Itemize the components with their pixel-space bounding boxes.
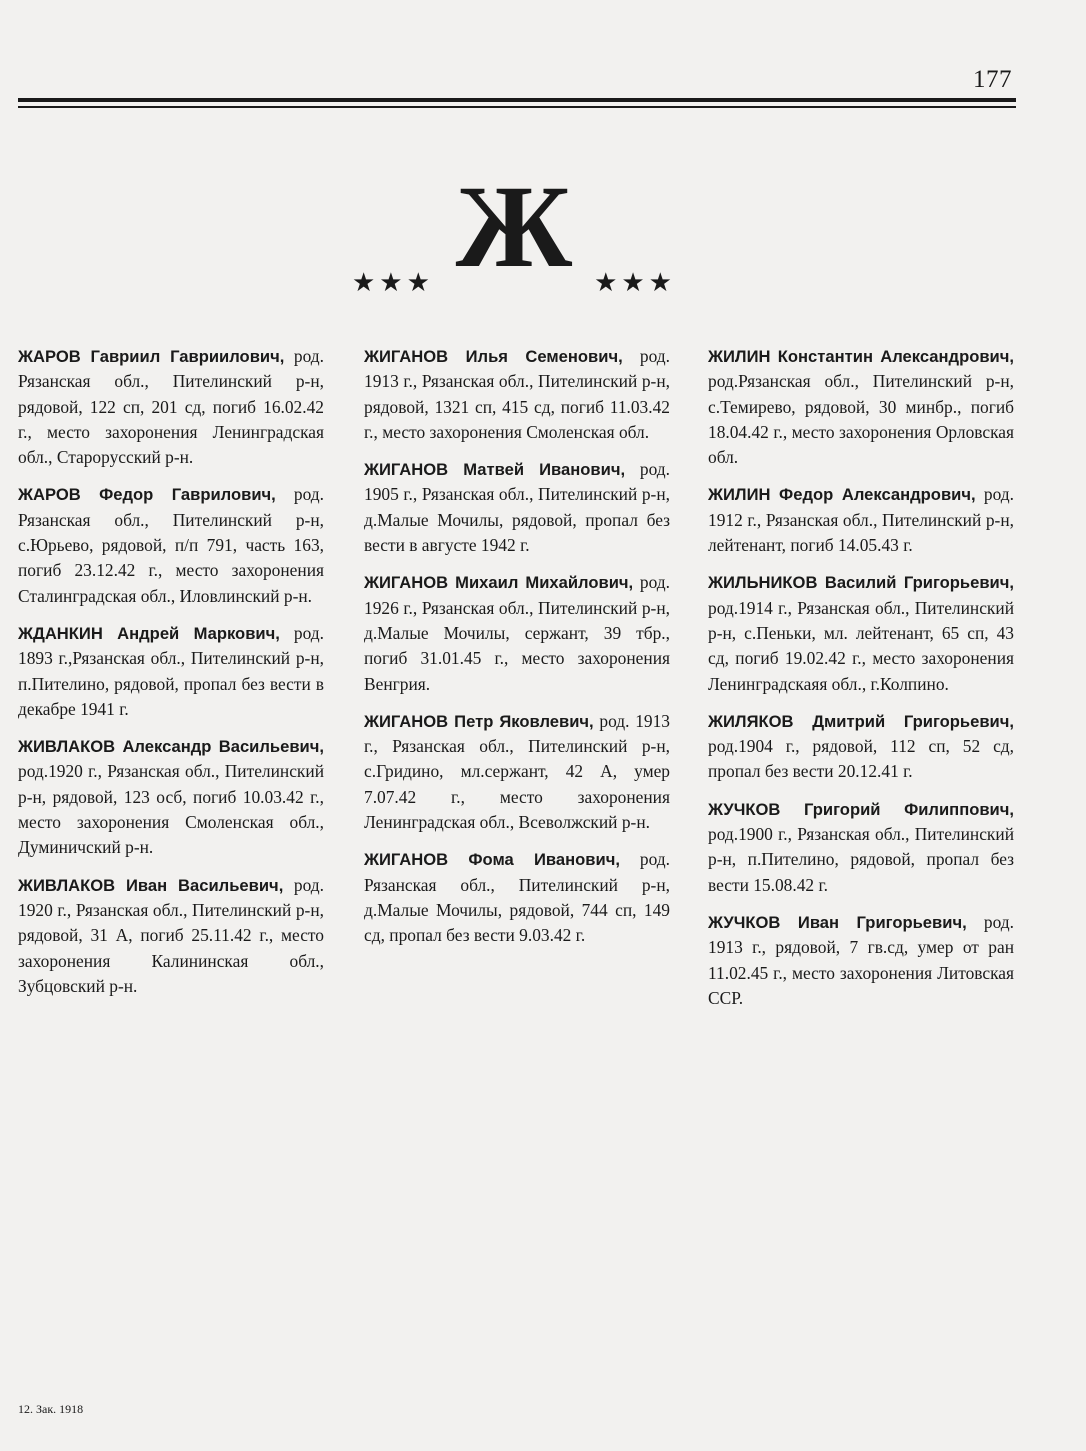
entry-text: род.Рязанская обл., Пителинский р-н, с.Темирево, рядовой, 30 минбр., погиб 18.04.42 г., место захоронения Орловская обл.	[708, 371, 1014, 468]
entry-text: род. 1905 г., Рязанская обл., Пителинский р-н, д.Малые Мочилы, рядовой, пропал без вести в августе 1942 г.	[364, 459, 670, 556]
entry-name: ЖИГАНОВ Михаил Михайлович,	[364, 573, 634, 593]
entry	[708, 797, 1014, 898]
entry-name: ЖАРОВ Гавриил Гавриилович,	[18, 347, 285, 366]
entry-name: ЖИЛИН Федор Александрович,	[708, 485, 976, 505]
entry-name: ЖУЧКОВ Григорий Филиппович,	[708, 799, 1014, 819]
entry	[364, 457, 670, 558]
column-1	[18, 344, 324, 1011]
entry-name: ЖИГАНОВ Матвей Иванович,	[364, 460, 626, 480]
entry-name: ЖУЧКОВ Иван Григорьевич,	[708, 912, 967, 932]
entry	[708, 910, 1014, 1011]
footer-note: 12. Зак. 1918	[18, 1402, 84, 1416]
entry-name: ЖИГАНОВ Петр Яковлевич,	[364, 711, 594, 731]
entry-name: ЖИВЛАКОВ Александр Васильевич,	[18, 737, 324, 757]
entry-name: ЖИГАНОВ Илья Семенович,	[364, 347, 623, 366]
entry-name: ЖИЛИН Константин Александрович,	[708, 347, 1014, 366]
column-2	[364, 344, 670, 961]
entry	[18, 482, 324, 608]
entry-text: род. Рязанская обл., Пителинский р-н, рядовой, 122 сп, 201 сд, погиб 16.02.42 г., место захоронения Ленинградская обл., Старорусский р-н.	[18, 346, 324, 468]
header-rule-thick	[18, 98, 1016, 102]
column-3	[708, 344, 1014, 1023]
entry	[364, 344, 670, 445]
entry	[364, 847, 670, 948]
section-letter: Ж	[455, 161, 573, 292]
entry	[18, 344, 324, 470]
entry	[708, 570, 1014, 696]
entry-name: ЖИЛЯКОВ Дмитрий Григорьевич,	[708, 711, 1014, 731]
entry-name: ЖДАНКИН Андрей Маркович,	[18, 623, 280, 643]
entry-name: ЖАРОВ Федор Гаврилович,	[18, 485, 276, 505]
entry	[708, 344, 1014, 470]
entry-text: род. 1893 г.,Рязанская обл., Пителинский р-н, п.Пителино, рядовой, пропал без вести в декабре 1941 г.	[18, 622, 324, 719]
entry-text: род. 1920 г., Рязанская обл., Пителинский р-н, рядовой, 31 А, погиб 25.11.42 г., место захоронения Калининская обл., Зубцовский р-н.	[18, 874, 325, 996]
entry-name: ЖИЛЬНИКОВ Василий Григорьевич,	[708, 573, 1014, 593]
entry-text: род.1920 г., Рязанская обл., Пителинский р-н, рядовой, 123 осб, погиб 10.03.42 г., место захоронения Смоленская обл., Думиничский р-н.	[18, 761, 324, 858]
stars-left: ★★★	[352, 268, 434, 297]
entry-text: род. 1912 г., Рязанская обл., Пителинский р-н, лейтенант, погиб 14.05.43 г.	[708, 484, 1014, 556]
entry-text: род. 1913 г., рядовой, 7 гв.сд, умер от ран 11.02.45 г., место захоронения Литовская ССР.	[708, 911, 1014, 1008]
entry	[364, 709, 670, 835]
entry	[708, 709, 1014, 785]
page-number: 177	[973, 66, 1012, 93]
entry-text: род. 1926 г., Рязанская обл., Пителинский р-н, д.Малые Мочилы, сержант, 39 тбр., погиб 31.01.45 г., место захоронения Венгрия.	[364, 572, 671, 694]
entry	[18, 621, 324, 722]
entry-text: род.1904 г., рядовой, 112 сп, 52 сд, пропал без вести 20.12.41 г.	[708, 736, 1014, 782]
entry-text: род. 1913 г., Рязанская обл., Пителинский р-н, с.Гридино, мл.сержант, 42 А, умер 7.07.42 г., место захоронения Ленинградская обл., Всеволжский р-н.	[364, 710, 670, 833]
stars-right: ★★★	[594, 268, 676, 297]
entry-text: род.1914 г., Рязанская обл., Пителинский р-н, с.Пеньки, мл. лейтенант, 65 сп, 43 сд, погиб 19.02.42 г., место захоронения Ленинградскаяя обл., г.Колпино.	[708, 597, 1014, 694]
entry	[18, 734, 324, 860]
entry-text: род. Рязанская обл., Пителинский р-н, д.Малые Мочилы, рядовой, 744 сп, 149 сд, пропал без вести 9.03.42 г.	[364, 849, 671, 946]
entry-name: ЖИГАНОВ Фома Иванович,	[364, 850, 620, 870]
entry-text: род. 1913 г., Рязанская обл., Пителинский р-н, рядовой, 1321 сп, 415 сд, погиб 11.03.42 г., место захоронения Смоленская обл.	[364, 346, 670, 442]
entry	[18, 873, 324, 999]
entry-name: ЖИВЛАКОВ Иван Васильевич,	[18, 875, 284, 895]
entry-text: род.1900 г., Рязанская обл., Пителинский р-н, п.Пителино, рядовой, пропал без вести 15.08.42 г.	[708, 824, 1014, 895]
header-rule-thin	[18, 106, 1016, 108]
section-letter-header	[352, 161, 676, 300]
entry	[364, 570, 670, 696]
entry-text: род. Рязанская обл., Пителинский р-н, с.Юрьево, рядовой, п/п 791, часть 163, погиб 23.12.42 г., место захоронения Сталинградская обл., Иловлинский р-н.	[18, 484, 325, 606]
entry	[708, 482, 1014, 558]
